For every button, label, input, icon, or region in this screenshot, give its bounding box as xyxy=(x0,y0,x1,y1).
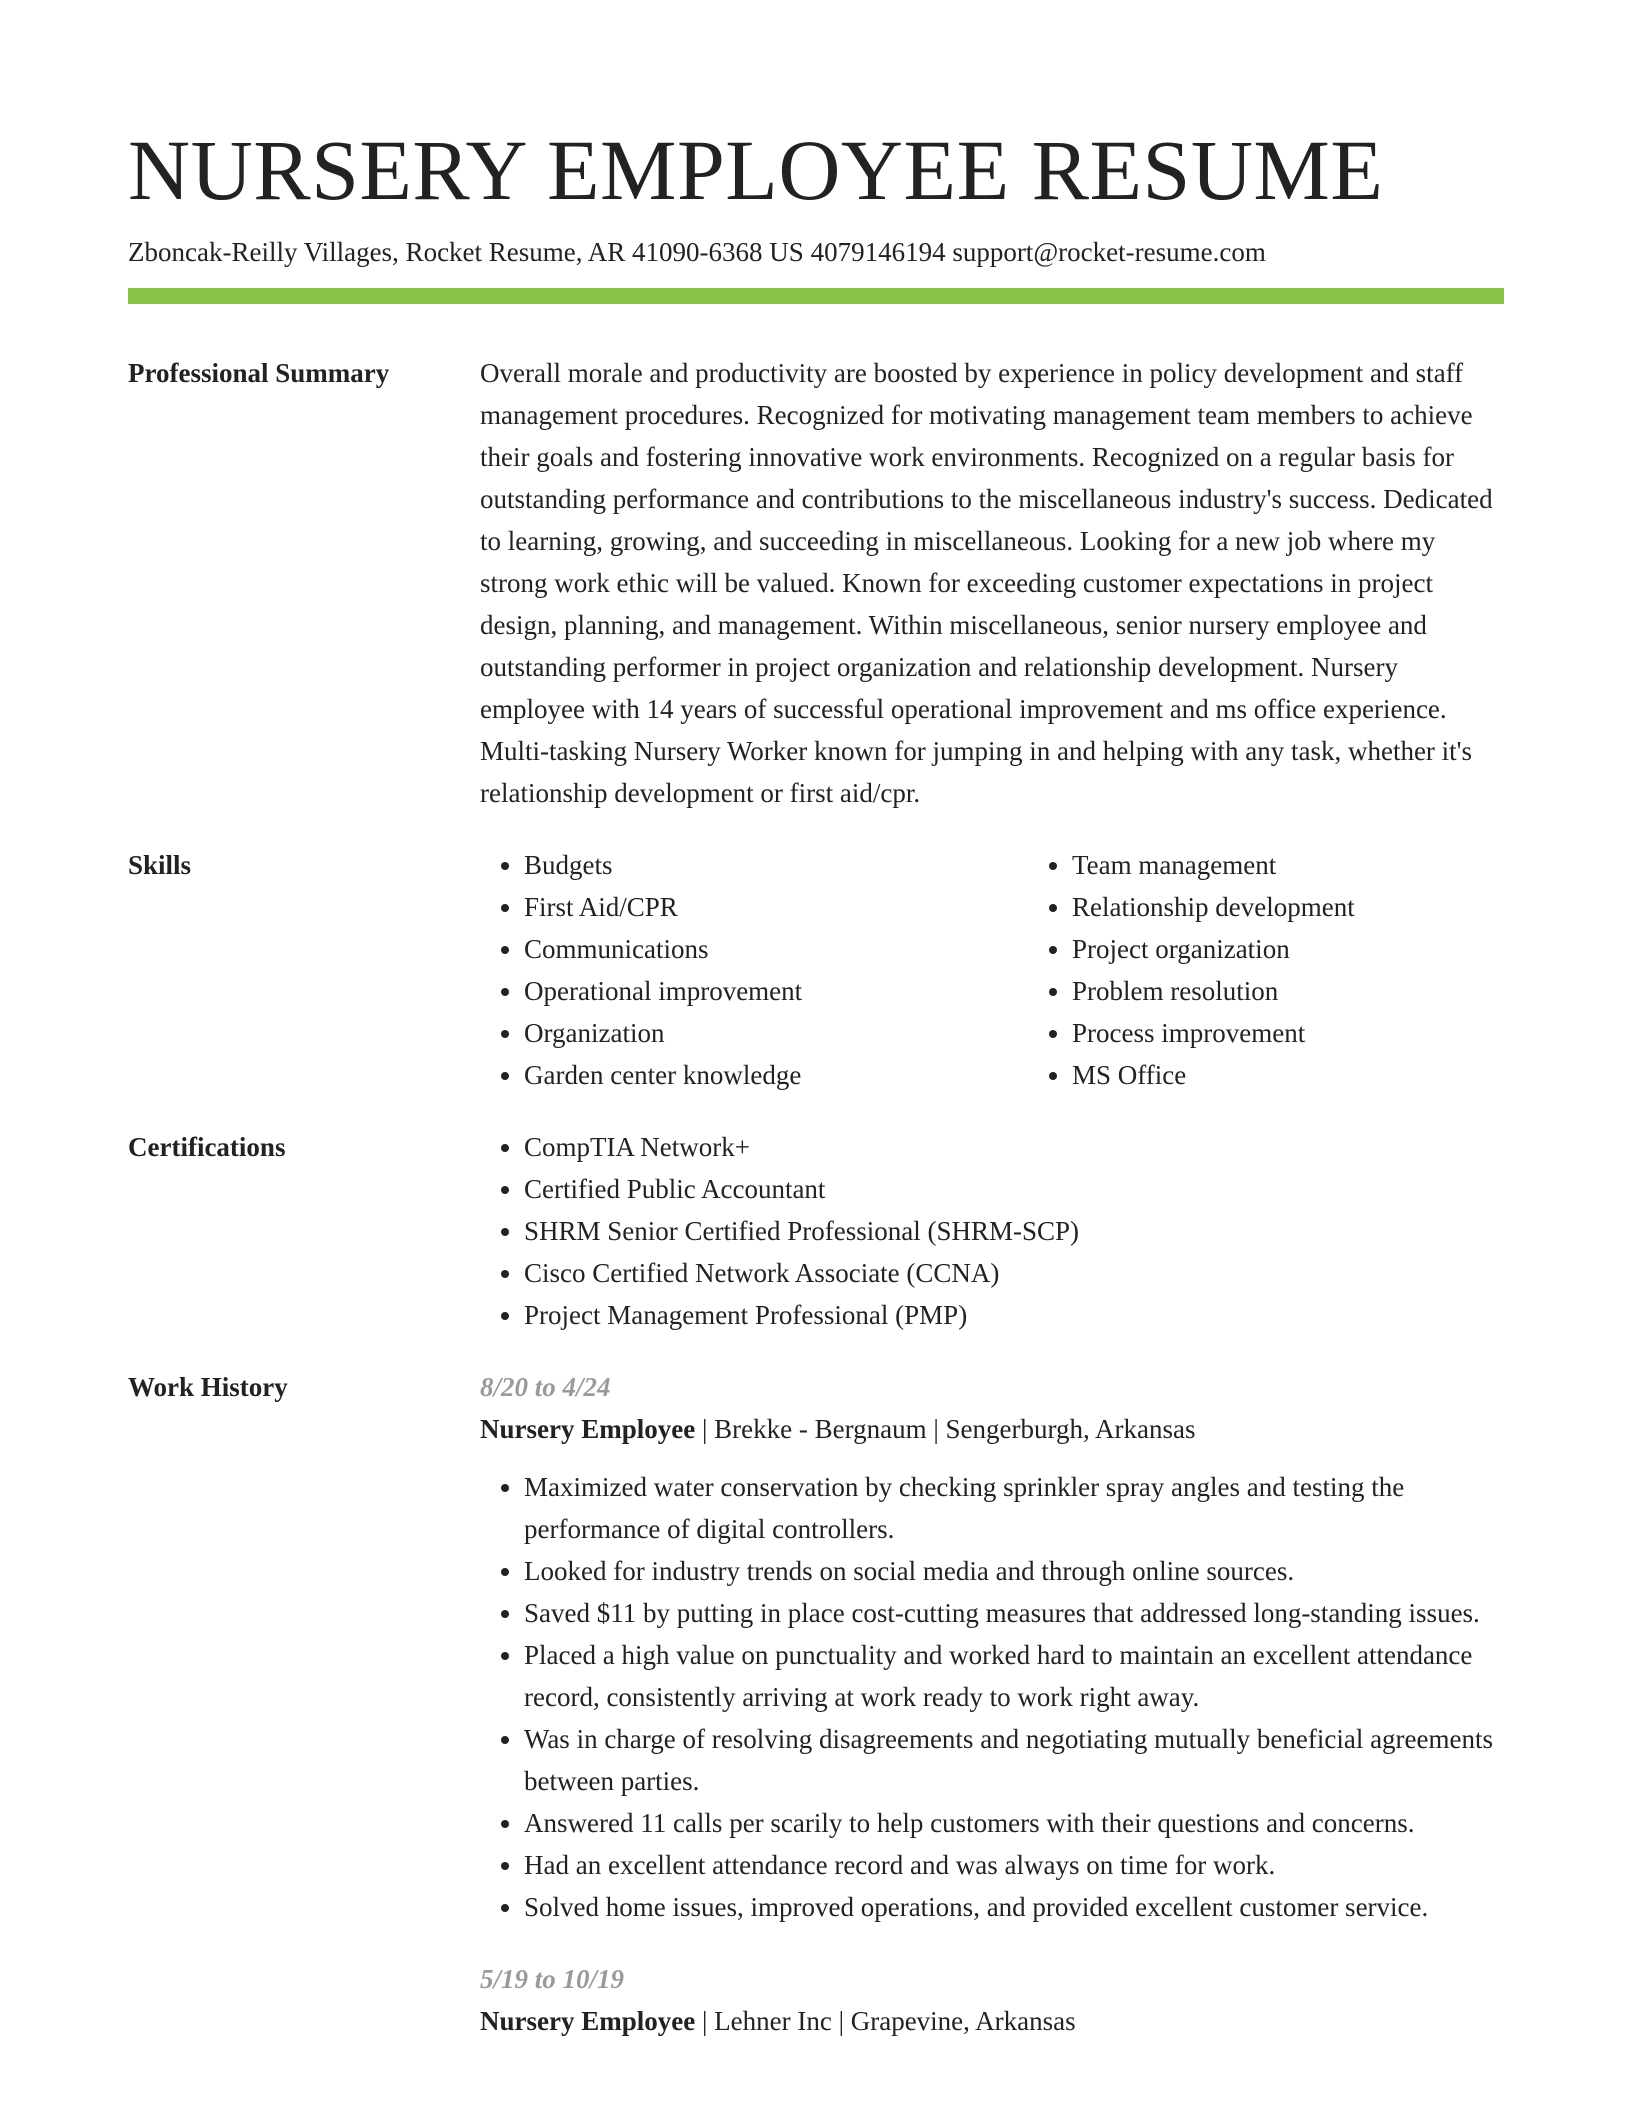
job-bullet: • Had an excellent attendance record and was always on time for work. xyxy=(524,1844,1504,1886)
skill-item: • Communications xyxy=(524,928,1028,970)
skill-item: • Process improvement xyxy=(1072,1012,1576,1054)
skill-item: • First Aid/CPR xyxy=(524,886,1028,928)
job-company: Brekke - Bergnaum xyxy=(714,1414,927,1444)
job-bullet: • Placed a high value on punctuality and worked hard to maintain an excellent attendance record, consistently arriving at work ready to work right away. xyxy=(524,1634,1504,1718)
certification-item: • CompTIA Network+ xyxy=(524,1126,1504,1168)
page-title: NURSERY EMPLOYEE RESUME xyxy=(128,122,1384,218)
skill-item: • MS Office xyxy=(1072,1054,1576,1096)
job-separator: | xyxy=(838,2006,844,2036)
certifications-section xyxy=(128,1126,1504,1336)
summary-heading: Professional Summary xyxy=(128,358,390,388)
skill-item: • Operational improvement xyxy=(524,970,1028,1012)
job-title-line xyxy=(480,2000,1504,2042)
skill-item: • Team management xyxy=(1072,844,1576,886)
skills-heading: Skills xyxy=(128,850,192,880)
job-bullets xyxy=(480,1466,1504,1928)
job-dates: 5/19 to 10/19 xyxy=(480,1964,625,1994)
skills-list-right xyxy=(1028,844,1576,1096)
job-bullet: • Solved home issues, improved operations, and provided excellent customer service. xyxy=(524,1886,1504,1928)
job-bullet: • Answered 11 calls per scarily to help customers with their questions and concerns. xyxy=(524,1802,1504,1844)
skill-item: • Organization xyxy=(524,1012,1028,1054)
contact-email: support@rocket-resume.com xyxy=(952,237,1266,267)
skill-item: • Budgets xyxy=(524,844,1028,886)
job-separator: | xyxy=(701,2006,708,2036)
certifications-body xyxy=(480,1126,1504,1336)
certification-item: • Project Management Professional (PMP) xyxy=(524,1294,1504,1336)
certifications-heading: Certifications xyxy=(128,1132,286,1162)
accent-divider xyxy=(128,288,1504,304)
job-title: Nursery Employee xyxy=(480,1414,696,1444)
contact-address: Zboncak-Reilly Villages, Rocket Resume, AR 41090-6368 US xyxy=(128,237,804,267)
summary-section xyxy=(128,352,1504,814)
skill-item: • Problem resolution xyxy=(1072,970,1576,1012)
job-bullet: • Was in charge of resolving disagreements and negotiating mutually beneficial agreements between parties. xyxy=(524,1718,1504,1802)
summary-body xyxy=(480,352,1504,814)
skill-item: • Relationship development xyxy=(1072,886,1576,928)
skills-grid xyxy=(480,844,1576,1096)
work-history-heading: Work History xyxy=(128,1372,288,1402)
work-history-body xyxy=(480,1366,1504,2042)
skills-body xyxy=(480,844,1576,1096)
job-title-line xyxy=(480,1408,1504,1450)
job-location: Sengerburgh, Arkansas xyxy=(945,1414,1196,1444)
job-bullet: • Saved $11 by putting in place cost-cutting measures that addressed long-standing issues. xyxy=(524,1592,1504,1634)
skill-item: • Garden center knowledge xyxy=(524,1054,1028,1096)
job-title: Nursery Employee xyxy=(480,2006,696,2036)
job-company: Lehner Inc xyxy=(714,2006,832,2036)
contact-line xyxy=(128,234,1504,270)
summary-text: Overall morale and productivity are boosted by experience in policy development and staff management procedures. Recognized for motivating management team members to achieve their goals and fostering innovative work environments. Recognized on a regular basis for outstanding performance and contributions to the miscellaneous industry's success. Dedicated to learning, growing, and succeeding in miscellaneous. Looking for a new job where my strong work ethic will be valued. Known for exceeding customer expectations in project design, planning, and management. Within miscellaneous, senior nursery employee and outstanding performer in project organization and relationship development. Nursery employee with 14 years of successful operational improvement and ms office experience. Multi-tasking Nursery Worker known for jumping in and helping with any task, whether it's relationship development or first aid/cpr. xyxy=(480,358,1493,808)
job-entry xyxy=(480,1958,1504,2042)
skill-item: • Project organization xyxy=(1072,928,1576,970)
skills-section xyxy=(128,844,1504,1096)
job-location: Grapevine, Arkansas xyxy=(850,2006,1076,2036)
job-dates: 8/20 to 4/24 xyxy=(480,1372,611,1402)
work-history-section xyxy=(128,1366,1504,2042)
contact-phone: 4079146194 xyxy=(810,237,946,267)
job-entry xyxy=(480,1366,1504,1928)
job-bullet: • Looked for industry trends on social media and through online sources. xyxy=(524,1550,1504,1592)
job-bullet: • Maximized water conservation by checking sprinkler spray angles and testing the performance of digital controllers. xyxy=(524,1466,1504,1550)
resume-page xyxy=(128,118,1504,2042)
certification-item: • Certified Public Accountant xyxy=(524,1168,1504,1210)
job-separator: | xyxy=(701,1414,708,1444)
certifications-list xyxy=(480,1126,1504,1336)
job-separator: | xyxy=(933,1414,939,1444)
certification-item: • Cisco Certified Network Associate (CCNA) xyxy=(524,1252,1504,1294)
certification-item: • SHRM Senior Certified Professional (SHRM-SCP) xyxy=(524,1210,1504,1252)
skills-list-left xyxy=(480,844,1028,1096)
